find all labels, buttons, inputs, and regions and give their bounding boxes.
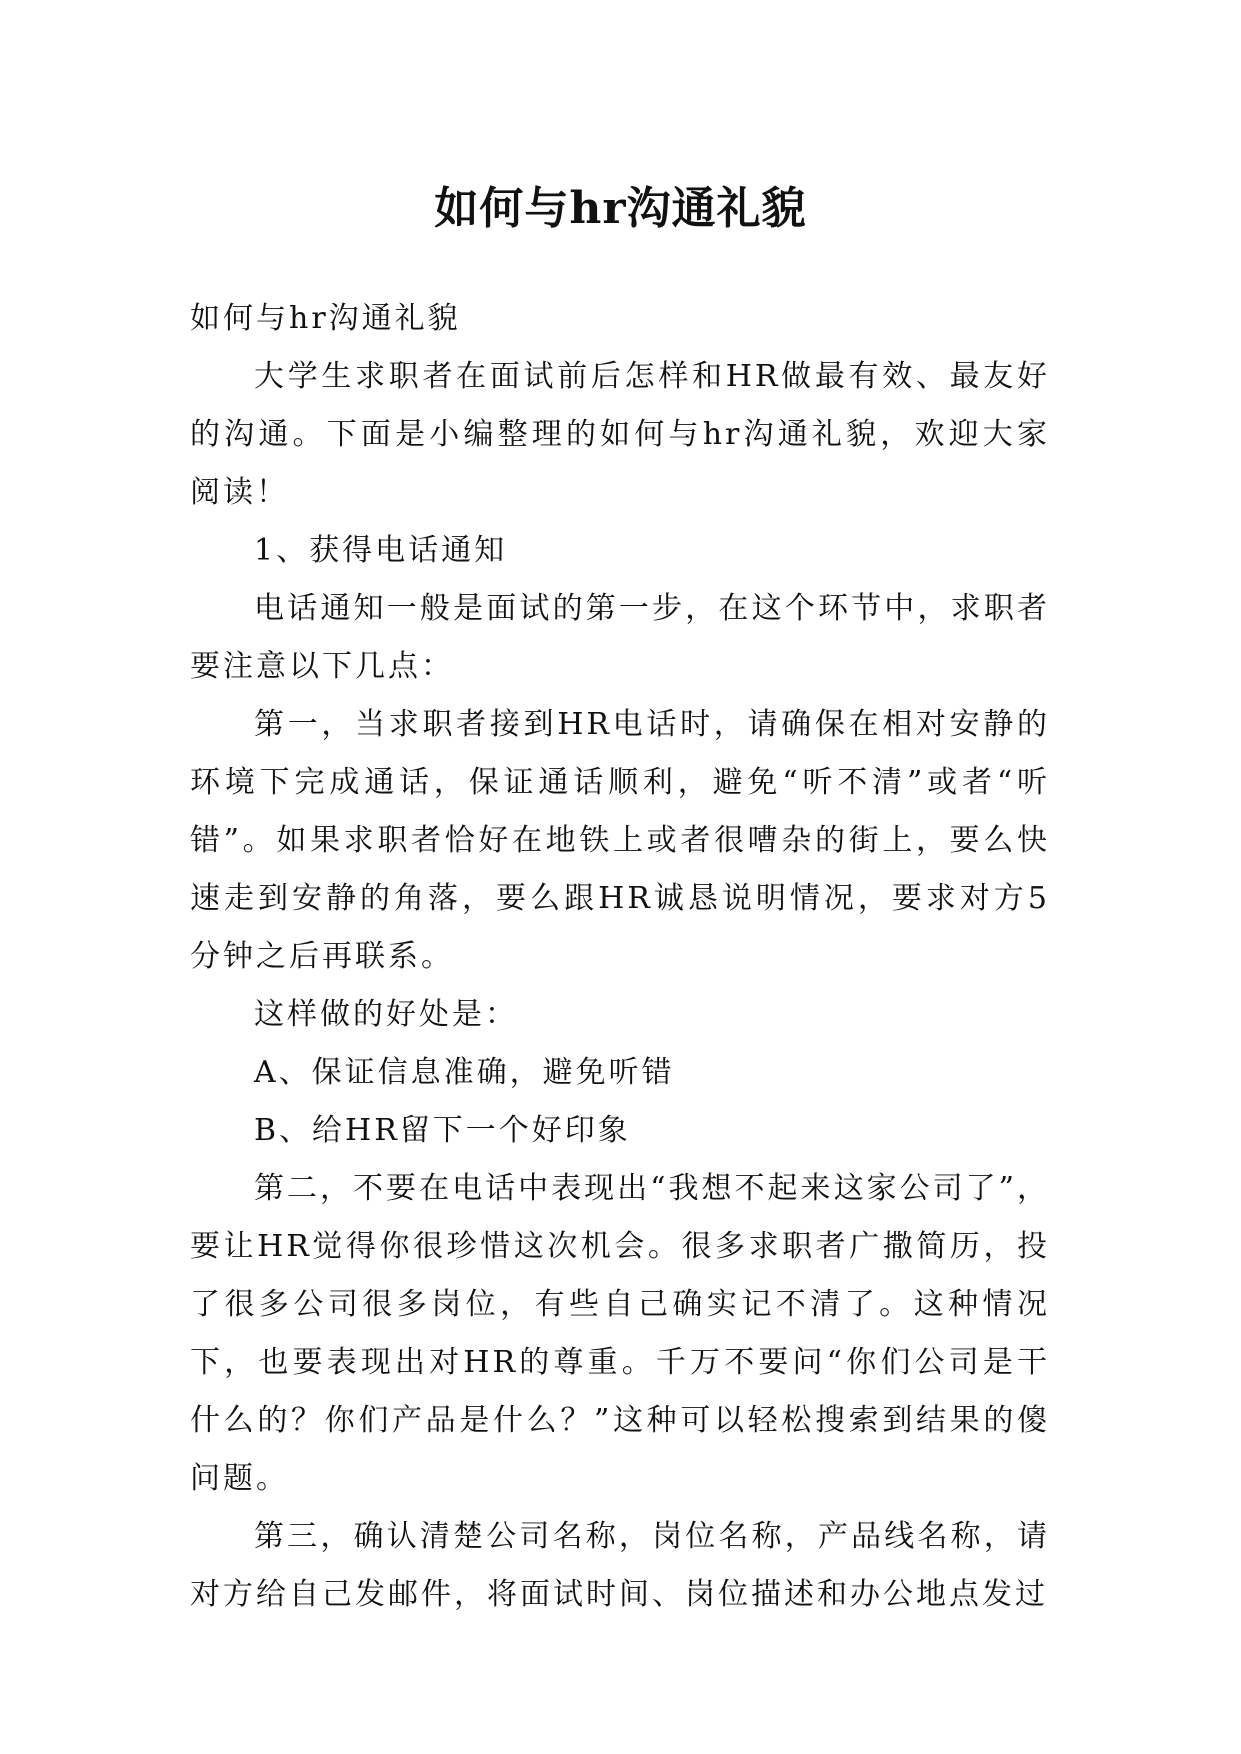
paragraph-benefit-a: A、保证信息准确，避免听错: [254, 1055, 675, 1090]
paragraph-benefit-b: B、给HR留下一个好印象: [254, 1113, 631, 1148]
paragraph-step-heading: 1、获得电话通知: [254, 533, 508, 568]
paragraph-point-three: 第三，确认清楚公司名称，岗位名称，产品线名称，请对方给自己发邮件，将面试时间、岗位描述和办公地点发过: [190, 1519, 1050, 1612]
paragraph-point-one: 第一，当求职者接到HR电话时，请确保在相对安静的环境下完成通话，保证通话顺利，避免“听不清”或者“听错”。如果求职者恰好在地铁上或者很嘈杂的街上，要么快速走到安静的角落，要么跟HR诚恳说明情况，要求对方5分钟之后再联系。: [190, 707, 1050, 974]
document-body: [190, 290, 1050, 1624]
paragraph-intro: 大学生求职者在面试前后怎样和HR做最有效、最友好的沟通。下面是小编整理的如何与hr沟通礼貌，欢迎大家阅读！: [190, 359, 1050, 510]
document-title: 如何与hr沟通礼貌: [434, 183, 807, 235]
paragraph-benefits-heading: 这样做的好处是：: [254, 997, 518, 1032]
paragraph-point-two: 第二，不要在电话中表现出“我想不起来这家公司了”，要让HR觉得你很珍惜这次机会。很多求职者广撒简历，投了很多公司很多岗位，有些自己确实记不清了。这种情况下，也要表现出对HR的尊重。千万不要问“你们公司是干什么的？你们产品是什么？”这种可以轻松搜索到结果的傻问题。: [190, 1171, 1050, 1496]
section-heading: 如何与hr沟通礼貌: [190, 301, 461, 336]
paragraph-phone-notice: 电话通知一般是面试的第一步，在这个环节中，求职者要注意以下几点：: [190, 591, 1050, 684]
